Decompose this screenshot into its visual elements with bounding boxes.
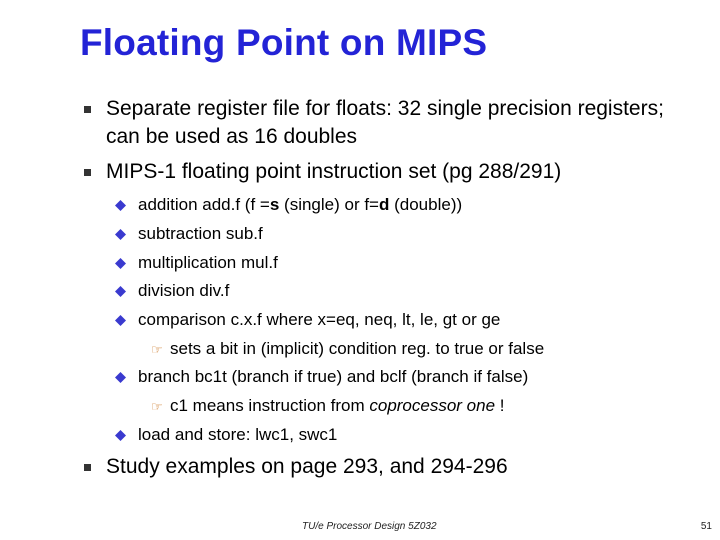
sub-text: multiplication mul.f	[138, 253, 278, 272]
slide-title: Floating Point on MIPS	[80, 22, 488, 63]
italic-text: coprocessor one	[369, 396, 496, 415]
sub-text: (single) or f=	[279, 195, 379, 214]
diamond-bullet-icon	[115, 258, 126, 269]
sub-text: comparison c.x.f where x=eq, neq, lt, le, gt or ge	[138, 310, 501, 329]
bullet-item	[106, 158, 666, 186]
sub-sub-text: !	[495, 396, 505, 415]
sub-sub-text: sets a bit in (implicit) condition reg. to true or false	[170, 339, 545, 358]
bullet-item	[106, 95, 666, 151]
square-bullet-icon	[84, 464, 91, 471]
sub-sub-bullet-item	[151, 395, 505, 417]
page-number: 51	[700, 521, 712, 532]
square-bullet-icon	[84, 169, 91, 176]
square-bullet-icon	[84, 106, 91, 113]
sub-text: subtraction sub.f	[138, 224, 263, 243]
pointing-hand-icon: ☞	[151, 342, 163, 357]
sub-sub-bullet-item	[151, 338, 545, 360]
emphasis-text: d	[379, 195, 390, 214]
sub-bullet-item	[138, 252, 278, 274]
sub-text: (double))	[389, 195, 463, 214]
sub-text: load and store: lwc1, swc1	[138, 425, 338, 444]
sub-bullet-item	[138, 194, 462, 216]
sub-bullet-item	[138, 280, 229, 302]
diamond-bullet-icon	[115, 286, 126, 297]
sub-text: branch bc1t (branch if true) and bclf (branch if false)	[138, 367, 529, 386]
sub-bullet-item	[138, 223, 263, 245]
diamond-bullet-icon	[115, 372, 126, 383]
sub-text: division div.f	[138, 281, 230, 300]
bullet-text: Study examples on page 293, and 294-296	[106, 455, 508, 478]
sub-text: addition add.f (f =	[138, 195, 270, 214]
diamond-bullet-icon	[115, 229, 126, 240]
bullet-text: Separate register file for floats: 32 single precision registers; can be used as 16 doubles	[106, 97, 664, 148]
footer-text: TU/e Processor Design 5Z032	[302, 521, 437, 532]
pointing-hand-icon: ☞	[151, 399, 163, 414]
sub-bullet-item	[138, 309, 500, 331]
diamond-bullet-icon	[115, 200, 126, 211]
bullet-item	[106, 453, 666, 481]
diamond-bullet-icon	[115, 430, 126, 441]
bullet-text: MIPS-1 floating point instruction set (pg 288/291)	[106, 160, 562, 183]
diamond-bullet-icon	[115, 315, 126, 326]
sub-bullet-item	[138, 366, 528, 388]
emphasis-text: s	[269, 195, 280, 214]
sub-sub-text: c1 means instruction from	[170, 396, 370, 415]
sub-bullet-item	[138, 424, 337, 446]
